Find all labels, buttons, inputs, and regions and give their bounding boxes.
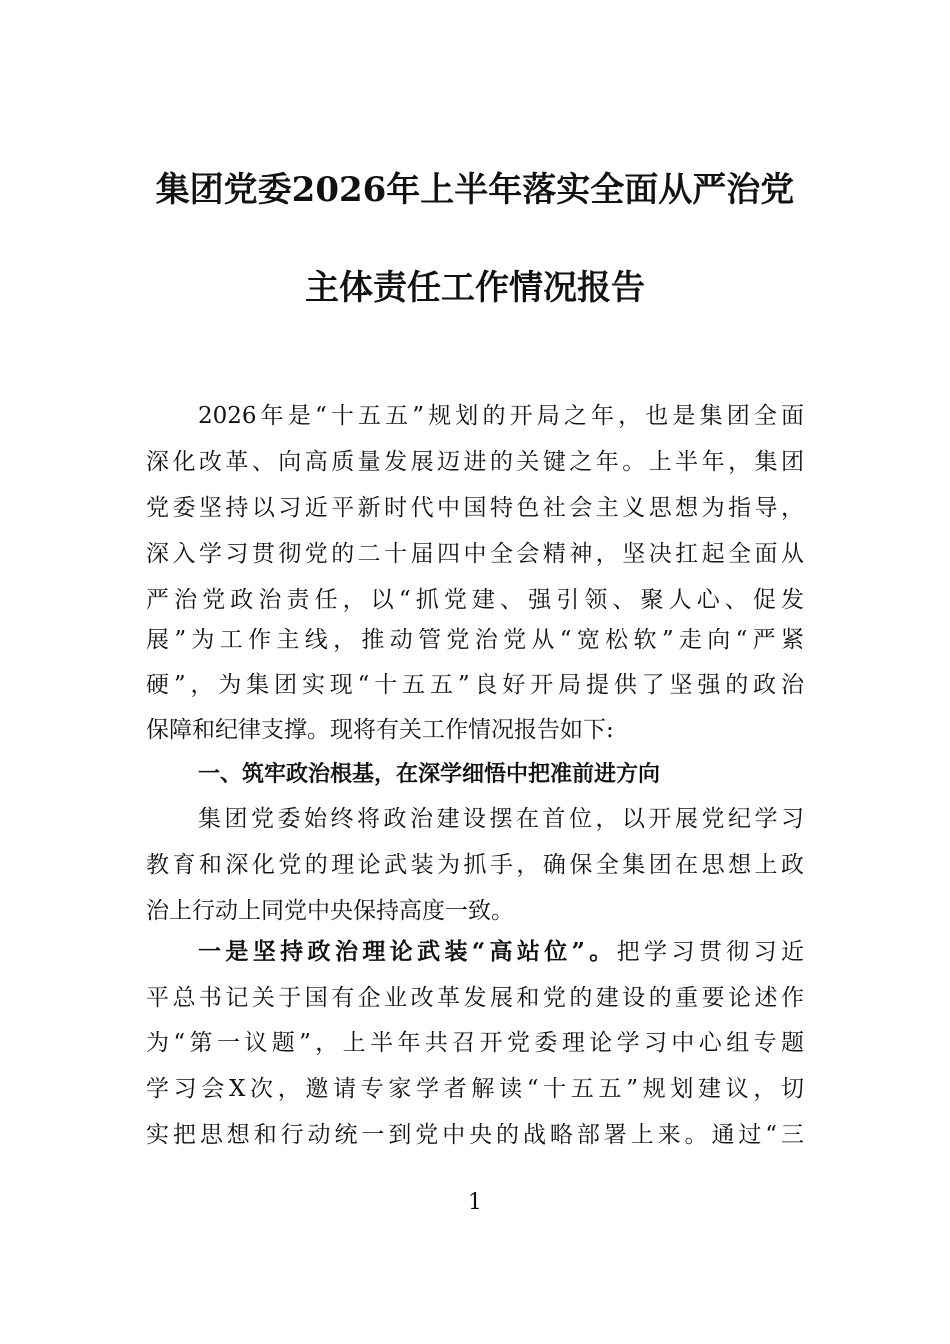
paragraph-3-line-5: 实把思想和行动统一到党中央的战略部署上来。通过“三 (146, 1122, 804, 1148)
paragraph-3-line-3: 为“第一议题”，上半年共召开党委理论学习中心组专题 (146, 1030, 804, 1056)
paragraph-3-line-4: 学习会X次，邀请专家学者解读“十五五”规划建议，切 (146, 1076, 804, 1102)
paragraph-3-lead: 一是坚持政治理论武装“高站位”。 (198, 938, 617, 965)
paragraph-3-line-2: 平总书记关于国有企业改革发展和党的建设的重要论述作 (146, 985, 804, 1011)
paragraph-3-first-rest: 把学习贯彻习近 (616, 939, 804, 965)
paragraph-1-line-3: 党委坚持以习近平新时代中国特色社会主义思想为指导， (146, 495, 804, 521)
section-heading-1: 一、筑牢政治根基，在深学细悟中把准前进方向 (198, 762, 661, 787)
paragraph-2-line-1: 集团党委始终将政治建设摆在首位，以开展党纪学习 (198, 806, 804, 832)
paragraph-1-line-8: 保障和纪律支撑。现将有关工作情况报告如下: (146, 717, 614, 743)
page-number: 1 (468, 1190, 482, 1215)
paragraph-2-line-3: 治上行动上同党中央保持高度一致。 (146, 898, 514, 924)
paragraph-1-line-6: 展”为工作主线，推动管党治党从“宽松软”走向“严紧 (146, 627, 804, 653)
document-title-line-1: 集团党委2026年上半年落实全面从严治党 (155, 170, 795, 210)
paragraph-2-line-2: 教育和深化党的理论武装为抓手，确保全集团在思想上政 (146, 852, 804, 878)
paragraph-1-line-1: 2026年是“十五五”规划的开局之年，也是集团全面 (198, 403, 804, 429)
paragraph-1-line-5: 严治党政治责任，以“抓党建、强引领、聚人心、促发 (146, 587, 804, 613)
paragraph-1-line-7: 硬”，为集团实现“十五五”良好开局提供了坚强的政治 (146, 672, 804, 698)
paragraph-3-line-1 (198, 931, 804, 973)
document-title-line-2: 主体责任工作情况报告 (305, 268, 645, 308)
paragraph-1-line-4: 深入学习贯彻党的二十届四中全会精神，坚决扛起全面从 (146, 541, 804, 567)
paragraph-1-line-2: 深化改革、向高质量发展迈进的关键之年。上半年，集团 (146, 449, 804, 475)
